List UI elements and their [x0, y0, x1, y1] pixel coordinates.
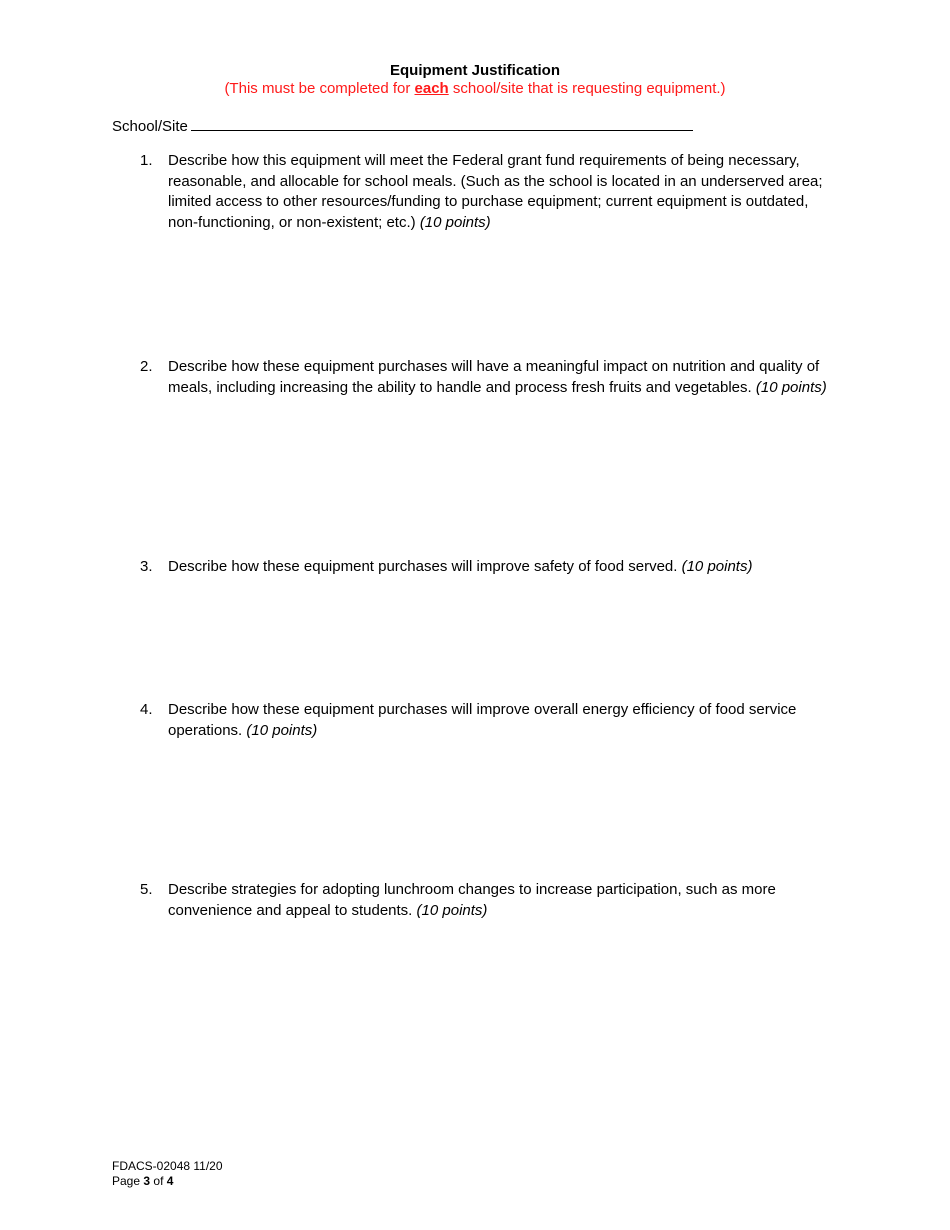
- page-of: of: [153, 1174, 164, 1188]
- question-number: 1.: [140, 152, 153, 169]
- question-text: Describe how these equipment purchases will improve overall energy efficiency of food service operations.: [168, 701, 797, 739]
- page-prefix: Page: [112, 1174, 141, 1188]
- question-text: Describe how this equipment will meet the Federal grant fund requirements of being necessary, reasonable, and allocable for school meals. (Such as the school is located in an underserved area; limited access to other resources/funding to purchase equipment; current equipment is outdated, non-functioning, or non-existent; etc.): [168, 152, 823, 231]
- question-text: Describe how these equipment purchases will improve safety of food served.: [168, 558, 678, 575]
- page-title: Equipment Justification: [389, 62, 560, 79]
- question-text: Describe how these equipment purchases will have a meaningful impact on nutrition and quality of meals, including increasing the ability to handle and process fresh fruits and vegetables.: [168, 358, 820, 396]
- page-current: 3: [143, 1174, 151, 1188]
- school-site-field: [112, 116, 693, 135]
- instruction-after: school/site that is requesting equipment.): [452, 80, 726, 97]
- question-4: [140, 700, 830, 741]
- question-3: [140, 557, 830, 578]
- instruction-emphasis: each: [414, 80, 449, 97]
- question-points: (10 points): [246, 721, 318, 739]
- question-text: Describe strategies for adopting lunchroom changes to increase participation, such as more convenience and appeal to students.: [168, 881, 776, 919]
- question-number: 5.: [140, 881, 153, 898]
- school-site-label: School/Site: [112, 118, 188, 135]
- question-5: [140, 880, 830, 921]
- school-site-blank[interactable]: [191, 116, 693, 131]
- instruction-note: [0, 80, 950, 97]
- instruction-before: (This must be completed for: [224, 80, 411, 97]
- question-points: (10 points): [416, 901, 488, 919]
- question-points: (10 points): [681, 558, 753, 575]
- page-number: [112, 1174, 223, 1189]
- question-points: (10 points): [419, 213, 491, 231]
- question-number: 2.: [140, 358, 153, 375]
- question-number: 3.: [140, 558, 153, 575]
- question-points: (10 points): [755, 378, 827, 396]
- page-total: 4: [166, 1174, 174, 1188]
- question-2: [140, 357, 830, 398]
- page-footer: [112, 1159, 223, 1189]
- question-number: 4.: [140, 701, 153, 718]
- question-1: [140, 151, 830, 233]
- form-id: FDACS-02048 11/20: [112, 1159, 223, 1173]
